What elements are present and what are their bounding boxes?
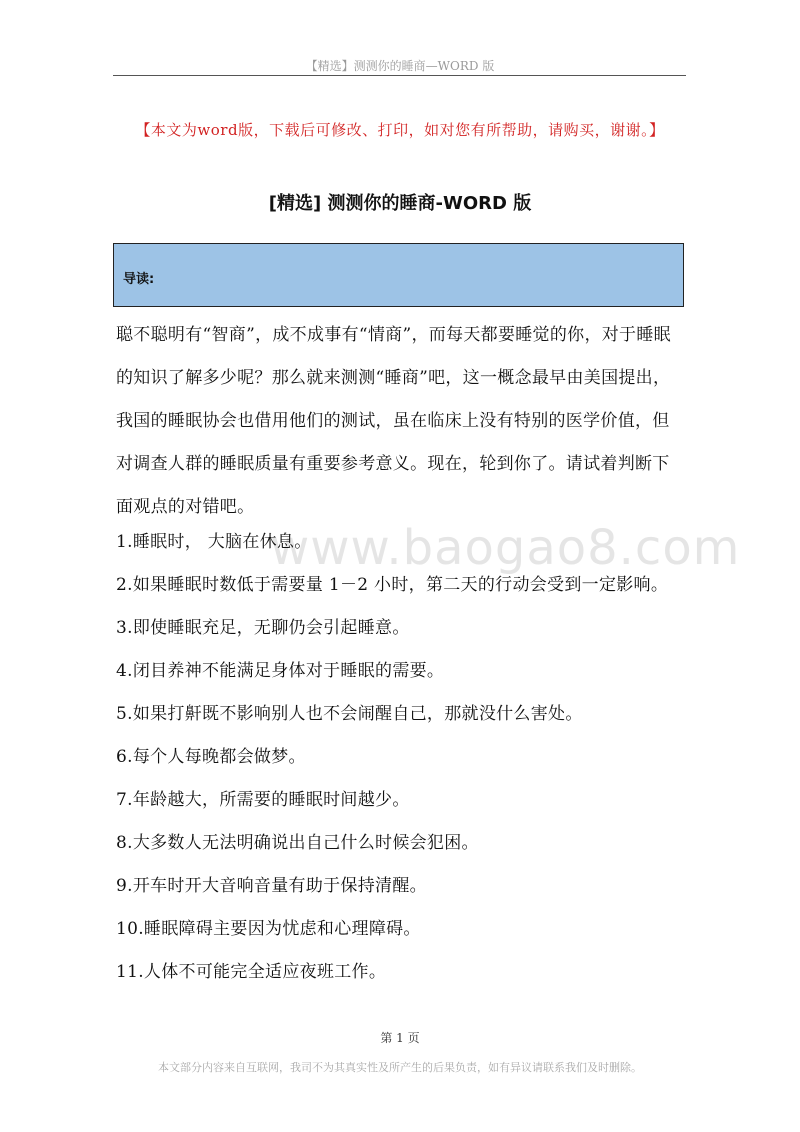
document-title: [精选] 测测你的睡商-WORD 版: [268, 193, 532, 214]
guide-label: 导读:: [123, 272, 155, 287]
question-list: [116, 521, 686, 994]
list-item: 6.每个人每晚都会做梦。: [116, 747, 306, 767]
list-item: 2.如果睡眠时数低于需要量 1－2 小时，第二天的行动会受到一定影响。: [116, 575, 669, 595]
list-item: 4.闭目养神不能满足身体对于睡眠的需要。: [116, 661, 445, 681]
list-item: 7.年龄越大，所需要的睡眠时间越少。: [116, 790, 410, 810]
list-item: 10.睡眠障碍主要因为忧虑和心理障碍。: [116, 919, 421, 939]
page-number: 第 1 页: [380, 1031, 420, 1045]
footer-disclaimer: 本文部分内容来自互联网，我司不为其真实性及所产生的后果负责，如有异议请联系我们及时删除。: [158, 1061, 642, 1074]
download-notice: 【本文为word版，下载后可修改、打印，如对您有所帮助，请购买，谢谢。】: [135, 121, 665, 139]
page-header-title: 【精选】测测你的睡商—WORD 版: [305, 59, 495, 73]
list-item: 11.人体不可能完全适应夜班工作。: [116, 962, 387, 982]
list-item: 8.大多数人无法明确说出自己什么时候会犯困。: [116, 833, 479, 853]
header-divider: [113, 75, 686, 76]
guide-box: [113, 243, 684, 307]
list-item: 1.睡眠时， 大脑在休息。: [116, 532, 312, 552]
watermark: www.baogao8.com: [270, 520, 741, 576]
intro-paragraph: 聪不聪明有“智商”，成不成事有“情商”，而每天都要睡觉的你，对于睡眠的知识了解多少呢？那么就来测测“睡商”吧，这一概念最早由美国提出，我国的睡眠协会也借用他们的测试，虽在临床上没有特别的医学价值，但对调查人群的睡眠质量有重要参考意义。现在，轮到你了。请试着判断下面观点的对错吧。: [116, 325, 671, 517]
list-item: 9.开车时开大音响音量有助于保持清醒。: [116, 876, 427, 896]
list-item: 3.即使睡眠充足，无聊仍会引起睡意。: [116, 618, 410, 638]
list-item: 5.如果打鼾既不影响别人也不会闹醒自己，那就没什么害处。: [116, 704, 583, 724]
